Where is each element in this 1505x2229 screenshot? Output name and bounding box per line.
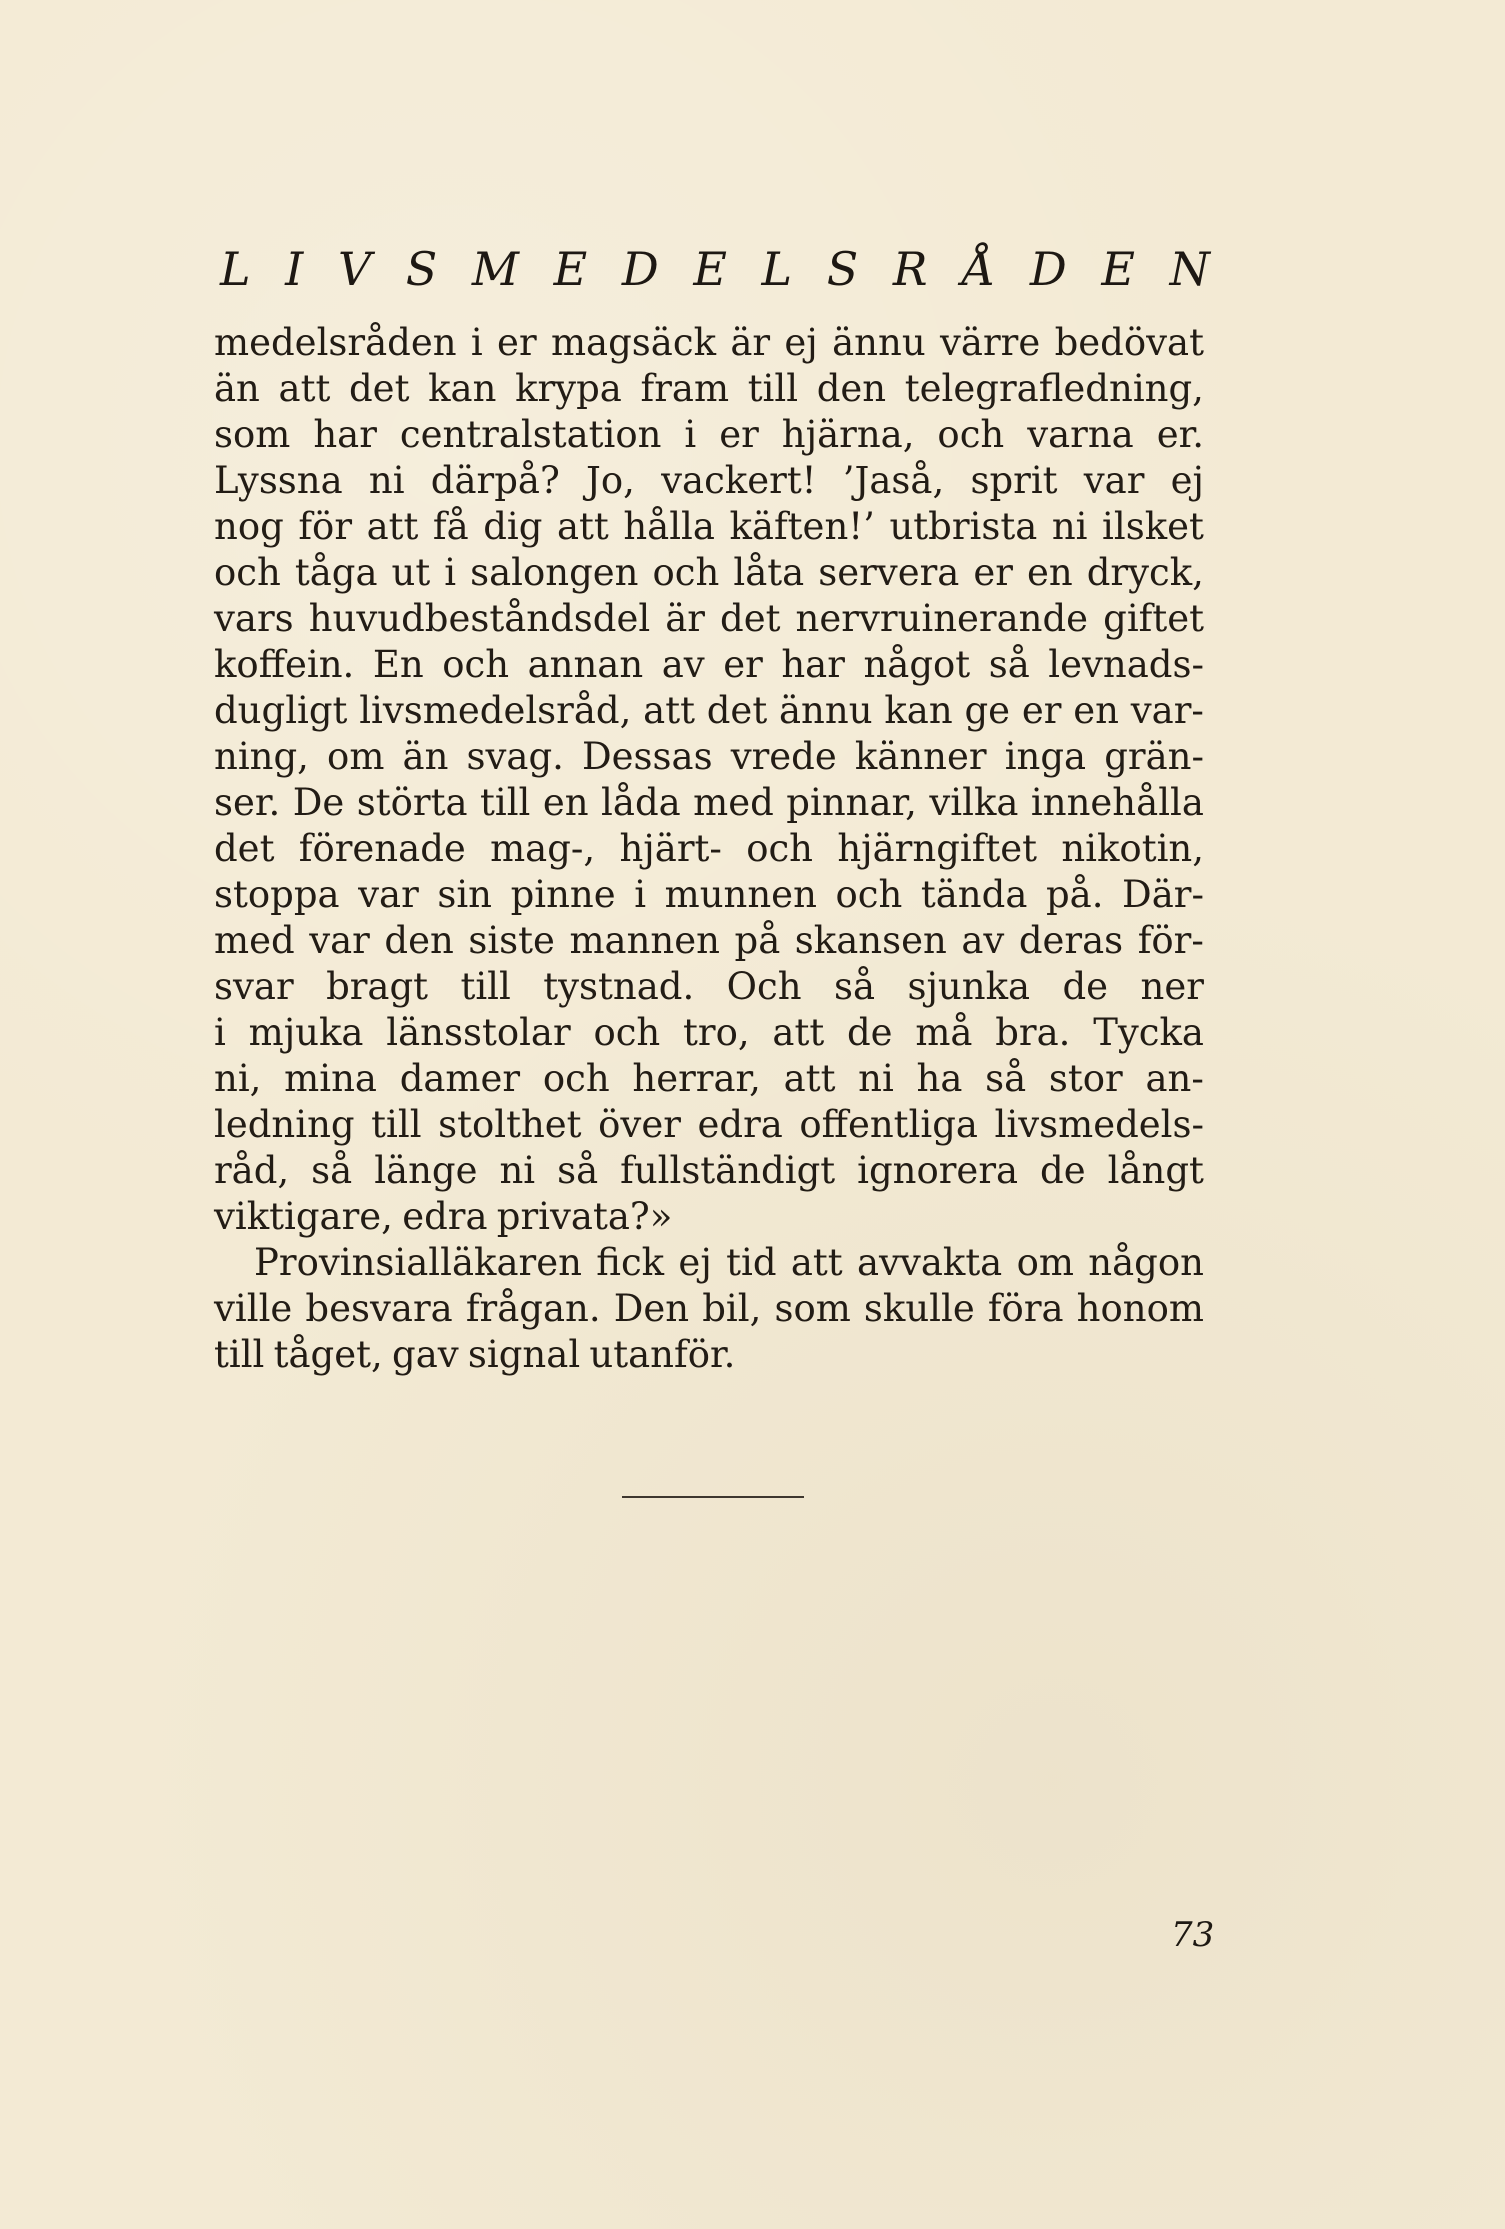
- word: i: [684, 413, 697, 456]
- word: ej: [784, 321, 818, 364]
- word: på.: [1045, 873, 1104, 916]
- word: gav: [392, 1333, 459, 1376]
- word: er.: [1156, 413, 1204, 456]
- word: en: [1073, 689, 1119, 732]
- word: er: [1021, 689, 1062, 732]
- word: siste: [468, 919, 555, 962]
- header-letter: N: [1169, 242, 1210, 296]
- word: innehålla: [1030, 781, 1204, 824]
- word: och: [746, 827, 814, 870]
- word: vilka: [929, 781, 1019, 824]
- word: mjuka: [248, 1011, 364, 1054]
- word: att: [278, 367, 331, 410]
- text-line: [214, 366, 1204, 412]
- header-letter: E: [1101, 242, 1135, 296]
- body-text: [214, 320, 1204, 1378]
- word: med: [693, 781, 774, 824]
- word: det: [706, 689, 768, 732]
- word: ni: [1051, 505, 1088, 548]
- word: koffein.: [214, 643, 355, 686]
- word: och: [937, 413, 1005, 456]
- word: ej: [678, 1241, 712, 1284]
- word: det: [214, 827, 275, 870]
- word: de: [1040, 1149, 1086, 1192]
- word: skansen: [794, 919, 947, 962]
- text-line: [214, 1010, 1204, 1056]
- word: Och: [726, 965, 802, 1008]
- word: till: [371, 1103, 422, 1146]
- word: svar: [214, 965, 294, 1008]
- word: dryck,: [1086, 551, 1204, 594]
- word: ni: [858, 1057, 894, 1100]
- page-number: 73: [1171, 1915, 1215, 1955]
- word: viktigare,: [214, 1195, 393, 1238]
- word: bra.: [995, 1011, 1071, 1054]
- word: er: [497, 321, 537, 364]
- word: känner: [854, 735, 987, 778]
- word: offentliga: [799, 1103, 978, 1146]
- word: ni: [368, 459, 405, 502]
- word: få: [432, 505, 469, 548]
- word: var: [309, 919, 370, 962]
- word: att: [366, 505, 419, 548]
- word: skulle: [863, 1287, 975, 1330]
- word: Den: [613, 1287, 690, 1330]
- word: bragt: [326, 965, 429, 1008]
- word: ni,: [214, 1057, 262, 1100]
- word: bedövat: [1054, 321, 1204, 364]
- word: tid: [726, 1241, 777, 1284]
- word: grän-: [1104, 735, 1204, 778]
- header-letter: M: [471, 242, 520, 296]
- word: hjärna,: [781, 413, 915, 456]
- word: att: [643, 689, 695, 732]
- word: ge: [964, 689, 1011, 732]
- word: privata?»: [496, 1195, 673, 1238]
- word: utbrista: [889, 505, 1038, 548]
- word: har: [313, 413, 377, 456]
- word: sprit: [970, 459, 1058, 502]
- word: fullständigt: [620, 1149, 836, 1192]
- word: tystnad.: [543, 965, 695, 1008]
- word: salongen: [470, 551, 639, 594]
- header-letter: L: [220, 242, 251, 296]
- word: ni: [499, 1149, 536, 1192]
- word: De: [292, 781, 345, 824]
- word: av: [961, 919, 1005, 962]
- word: hjärngiftet: [837, 827, 1038, 870]
- word: munnen: [664, 873, 817, 916]
- word: ignorera: [857, 1149, 1019, 1192]
- word: centralstation: [399, 413, 662, 456]
- text-line: [214, 1240, 1204, 1286]
- word: medelsråden: [214, 321, 457, 364]
- word: En: [372, 643, 424, 686]
- word: en: [1026, 551, 1073, 594]
- word: må: [915, 1011, 973, 1054]
- word: var-: [1130, 689, 1204, 732]
- text-line: [214, 458, 1204, 504]
- word: till: [214, 1333, 265, 1376]
- word: Provinsialläkaren: [254, 1241, 582, 1284]
- word: Lyssna: [214, 459, 343, 502]
- word: huvudbeståndsdel: [308, 597, 651, 640]
- word: att: [790, 1241, 843, 1284]
- word: på: [734, 919, 781, 962]
- word: något: [863, 643, 971, 686]
- word: varna: [1027, 413, 1134, 456]
- word: fick: [596, 1241, 665, 1284]
- text-line: [214, 504, 1204, 550]
- word: ville: [214, 1287, 293, 1330]
- word: som: [214, 413, 291, 456]
- word: livsmedelsråd,: [359, 689, 632, 732]
- word: de: [846, 1011, 893, 1054]
- header-letter: D: [621, 242, 659, 296]
- word: ledning: [214, 1103, 355, 1146]
- word: stor: [1048, 1057, 1123, 1100]
- word: frågan.: [465, 1287, 601, 1330]
- word: hålla: [623, 505, 715, 548]
- word: än: [402, 735, 449, 778]
- word: till: [480, 781, 531, 824]
- word: hjärt-: [619, 827, 722, 870]
- word: över: [598, 1103, 681, 1146]
- word: ser.: [214, 781, 281, 824]
- running-header: [220, 242, 1210, 296]
- word: var: [358, 873, 419, 916]
- word: någon: [1088, 1241, 1204, 1284]
- header-letter: D: [1029, 242, 1067, 296]
- header-letter: L: [761, 242, 793, 296]
- word: den: [384, 919, 454, 962]
- word: dig: [483, 505, 543, 548]
- word: utanför.: [589, 1333, 736, 1376]
- word: den: [816, 367, 887, 410]
- text-line: [214, 1332, 1204, 1378]
- text-line: [214, 1286, 1204, 1332]
- word: nog: [214, 505, 284, 548]
- text-line: [214, 872, 1204, 918]
- word: signal: [467, 1333, 581, 1376]
- word: ej: [1170, 459, 1204, 502]
- word: är: [730, 321, 771, 364]
- word: ilsket: [1102, 505, 1204, 548]
- word: herrar,: [632, 1057, 761, 1100]
- header-letter: R: [892, 242, 928, 296]
- word: att: [556, 505, 609, 548]
- word: om: [1016, 1241, 1074, 1284]
- word: länge: [374, 1149, 478, 1192]
- word: är: [665, 597, 705, 640]
- word: så: [985, 1057, 1027, 1100]
- word: krypa: [515, 367, 622, 410]
- text-line: [214, 1194, 1204, 1240]
- word: och: [214, 551, 281, 594]
- word: er: [719, 413, 759, 456]
- word: långt: [1107, 1149, 1204, 1192]
- text-line: [214, 1148, 1204, 1194]
- word: tåga: [294, 551, 378, 594]
- word: telegrafledning,: [904, 367, 1204, 410]
- header-letter: S: [405, 242, 438, 296]
- word: låta: [733, 551, 805, 594]
- header-letter: E: [553, 242, 588, 296]
- word: fram: [640, 367, 730, 410]
- word: annan: [527, 643, 644, 686]
- word: tåget,: [273, 1333, 383, 1376]
- word: magsäck: [550, 321, 716, 364]
- word: för-: [1137, 919, 1204, 962]
- word: vars: [214, 597, 294, 640]
- word: tro,: [683, 1011, 750, 1054]
- text-line: [214, 918, 1204, 964]
- word: edra: [402, 1195, 488, 1238]
- word: ännu: [779, 689, 873, 732]
- word: kan: [428, 367, 497, 410]
- word: sin: [437, 873, 492, 916]
- word: att: [783, 1057, 836, 1100]
- word: ning,: [214, 735, 309, 778]
- word: till: [747, 367, 799, 410]
- header-letter: S: [826, 242, 859, 296]
- word: damer: [399, 1057, 521, 1100]
- word: och: [542, 1057, 610, 1100]
- word: servera: [818, 551, 960, 594]
- word: en: [542, 781, 589, 824]
- word: kan: [884, 689, 953, 732]
- word: så: [557, 1149, 599, 1192]
- word: nikotin,: [1061, 827, 1204, 870]
- text-line: [214, 780, 1204, 826]
- word: levnads-: [1048, 643, 1204, 686]
- text-line: [214, 688, 1204, 734]
- word: livsmedels-: [994, 1103, 1204, 1146]
- word: i: [634, 873, 647, 916]
- word: att: [772, 1011, 825, 1054]
- word: om: [327, 735, 385, 778]
- word: deras: [1018, 919, 1124, 962]
- header-letter: Å: [962, 242, 996, 296]
- word: med: [214, 919, 295, 962]
- word: pinne: [510, 873, 616, 916]
- text-line: [214, 964, 1204, 1010]
- word: i: [470, 321, 483, 364]
- word: mannen: [569, 919, 720, 962]
- header-letter: E: [693, 242, 727, 296]
- word: inga: [1004, 735, 1087, 778]
- word: ännu: [832, 321, 926, 364]
- text-line: [214, 550, 1204, 596]
- word: som: [774, 1287, 851, 1330]
- header-letter: V: [337, 242, 372, 296]
- word: mina: [284, 1057, 377, 1100]
- word: Dessas: [582, 735, 713, 778]
- word: käften!’: [729, 505, 875, 548]
- word: ut: [391, 551, 431, 594]
- word: ner: [1140, 965, 1204, 1008]
- word: så: [833, 965, 876, 1008]
- word: värre: [940, 321, 1041, 364]
- word: an-: [1145, 1057, 1204, 1100]
- word: sjunka: [907, 965, 1031, 1008]
- word: ha: [916, 1057, 963, 1100]
- word: dugligt: [214, 689, 348, 732]
- word: er: [723, 643, 763, 686]
- word: stolthet: [438, 1103, 582, 1146]
- word: ’Jaså,: [842, 459, 945, 502]
- word: råd,: [214, 1149, 290, 1192]
- word: så: [988, 643, 1030, 686]
- word: i: [444, 551, 457, 594]
- section-divider: [622, 1496, 804, 1498]
- word: honom: [1076, 1287, 1204, 1330]
- word: nervruinerande: [795, 597, 1089, 640]
- word: Där-: [1122, 873, 1204, 916]
- word: förenade: [298, 827, 466, 870]
- word: så: [311, 1149, 353, 1192]
- word: vrede: [730, 735, 837, 778]
- word: och: [652, 551, 720, 594]
- word: och: [593, 1011, 661, 1054]
- word: mag-,: [490, 827, 596, 870]
- text-line: [214, 596, 1204, 642]
- text-line: [214, 642, 1204, 688]
- word: tända: [920, 873, 1028, 916]
- word: länsstolar: [386, 1011, 571, 1054]
- word: bil,: [702, 1287, 762, 1330]
- word: var: [1083, 459, 1145, 502]
- text-line: [214, 826, 1204, 872]
- word: vackert!: [661, 459, 817, 502]
- word: i: [214, 1011, 226, 1054]
- word: avvakta: [856, 1241, 1003, 1284]
- text-line: [214, 734, 1204, 780]
- word: Jo,: [586, 459, 635, 502]
- text-line: [214, 412, 1204, 458]
- word: för: [298, 505, 353, 548]
- text-line: [214, 1102, 1204, 1148]
- word: stoppa: [214, 873, 340, 916]
- word: av: [661, 643, 705, 686]
- word: pinnar,: [786, 781, 917, 824]
- word: edra: [697, 1103, 783, 1146]
- word: till: [460, 965, 511, 1008]
- word: och: [442, 643, 510, 686]
- word: det: [349, 367, 410, 410]
- word: besvara: [305, 1287, 453, 1330]
- word: det: [720, 597, 781, 640]
- word: än: [214, 367, 260, 410]
- word: därpå?: [430, 459, 560, 502]
- word: svag.: [466, 735, 564, 778]
- word: låda: [601, 781, 681, 824]
- word: Tycka: [1093, 1011, 1204, 1054]
- word: har: [781, 643, 845, 686]
- word: er: [973, 551, 1013, 594]
- text-line: [214, 1056, 1204, 1102]
- word: föra: [987, 1287, 1064, 1330]
- word: och: [835, 873, 903, 916]
- header-letter: I: [285, 242, 304, 296]
- word: giftet: [1103, 597, 1204, 640]
- word: de: [1062, 965, 1109, 1008]
- word: störta: [356, 781, 468, 824]
- text-line: [214, 320, 1204, 366]
